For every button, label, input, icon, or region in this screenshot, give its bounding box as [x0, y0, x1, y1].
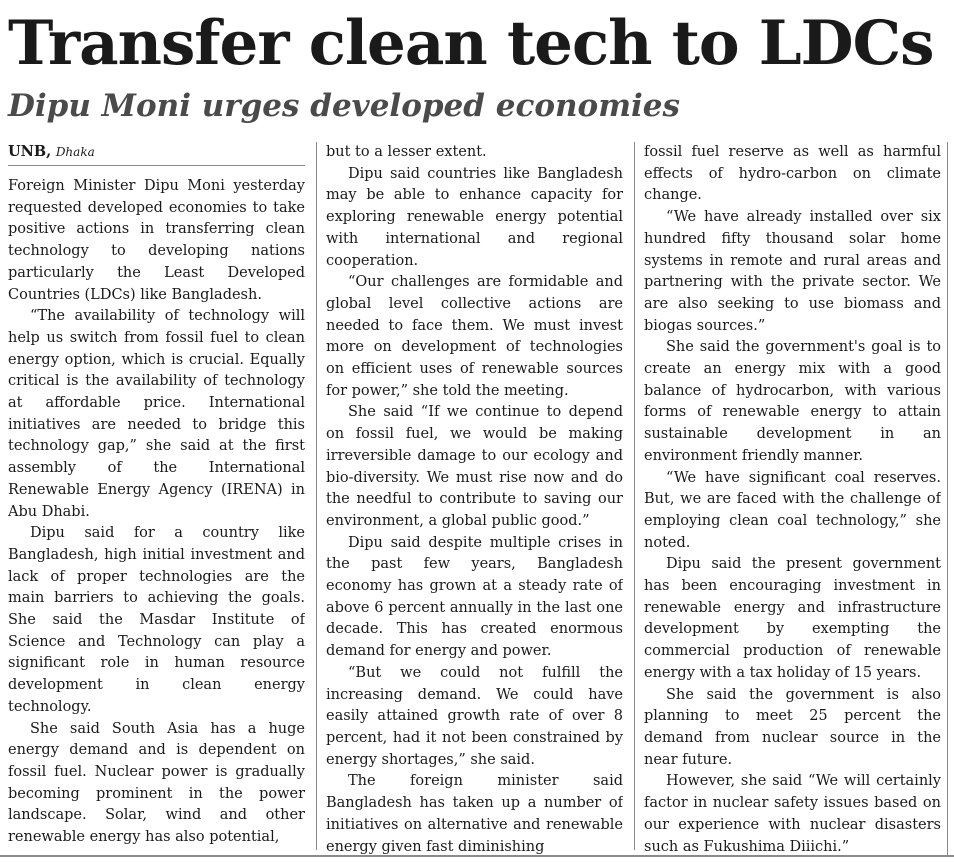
article-column-1 — [8, 140, 305, 852]
byline-agency: UNB, — [8, 143, 52, 160]
paragraph: “We have already installed over six hundred fifty thousand solar home systems in remote and rural areas and partnering with the private sector. We are also seeking to use biomass and biogas sources.” — [644, 209, 941, 334]
paragraph: Dipu said the present government has been encouraging investment in renewable energy and infrastructure development by exempting the commercial production of renewable energy with a tax holiday of 15 years. — [644, 556, 941, 681]
byline-place: Dhaka — [55, 145, 95, 159]
right-border-rule — [947, 142, 948, 856]
paragraph: Dipu said countries like Bangladesh may be able to enhance capacity for exploring renewable energy potential with international and regional cooperation. — [326, 165, 623, 269]
paragraph: She said the government is also planning to meet 25 percent the demand from nuclear source in the near future. — [644, 686, 941, 768]
bottom-border-rule — [0, 855, 954, 857]
subheadline: Dipu Moni urges developed economies — [8, 88, 680, 124]
byline — [8, 140, 305, 166]
paragraph: “The availability of technology will help us switch from fossil fuel to clean energy option, which is crucial. Equally critical is the availability of technology at affordable price. International initiatives are needed to bridge this technology gap,” she said at the first assembly of the International Renewable Energy Agency (IRENA) in Abu Dhabi. — [8, 308, 305, 520]
paragraph: but to a lesser extent. — [326, 144, 487, 160]
paragraph: She said the government's goal is to create an energy mix with a good balance of hydrocarbon, with various forms of renewable energy to attain sustainable development in an environment friendly manner. — [644, 339, 941, 464]
article-column-2 — [326, 142, 623, 854]
paragraph: Dipu said despite multiple crises in the past few years, Bangladesh economy has grown at a steady rate of above 6 percent annually in the last one decade. This has created enormous demand for energy and power. — [326, 534, 623, 660]
article-column-3 — [644, 142, 941, 854]
column-divider — [634, 142, 635, 850]
paragraph: Dipu said for a country like Bangladesh, high initial investment and lack of proper technologies are the main barriers to achieving the goals. She said the Masdar Institute of Science and Technology can play a significant role in human resource development in clean energy technology. — [8, 525, 305, 715]
paragraph: However, she said “We will certainly factor in nuclear safety issues based on our experience with nuclear disasters such as Fukushima Diiichi.” — [644, 773, 941, 854]
paragraph: “But we could not fulfill the increasing demand. We could have easily attained growth rate of over 8 percent, had it not been constrained by energy shortages,” she said. — [326, 664, 623, 768]
paragraph: “Our challenges are formidable and global level collective actions are needed to face them. We must invest more on development of technologies on efficient uses of renewable sources for power,” she told the meeting. — [326, 274, 623, 399]
paragraph: Foreign Minister Dipu Moni yesterday requested developed economies to take positive actions in transferring clean technology to developing nations particularly the Least Developed Countries (LDCs) like Bangladesh. — [8, 178, 305, 303]
headline: Transfer clean tech to LDCs — [8, 8, 934, 79]
column-divider — [316, 142, 317, 850]
paragraph: She said “If we continue to depend on fossil fuel, we would be making irreversible damage to our ecology and bio-diversity. We must rise now and do the needful to contribute to saving our environment, a global public good.” — [326, 404, 623, 529]
paragraph: The foreign minister said Bangladesh has taken up a number of initiatives on alternative and renewable energy given fast diminishing — [326, 773, 623, 854]
paragraph: She said South Asia has a huge energy demand and is dependent on fossil fuel. Nuclear power is gradually becoming prominent in the power landscape. Solar, wind and other renewable energy has also potential, — [8, 720, 305, 846]
paragraph: “We have significant coal reserves. But, we are faced with the challenge of employing clean coal technology,” she noted. — [644, 469, 941, 551]
paragraph: fossil fuel reserve as well as harmful effects of hydro-carbon on climate change. — [644, 144, 941, 204]
